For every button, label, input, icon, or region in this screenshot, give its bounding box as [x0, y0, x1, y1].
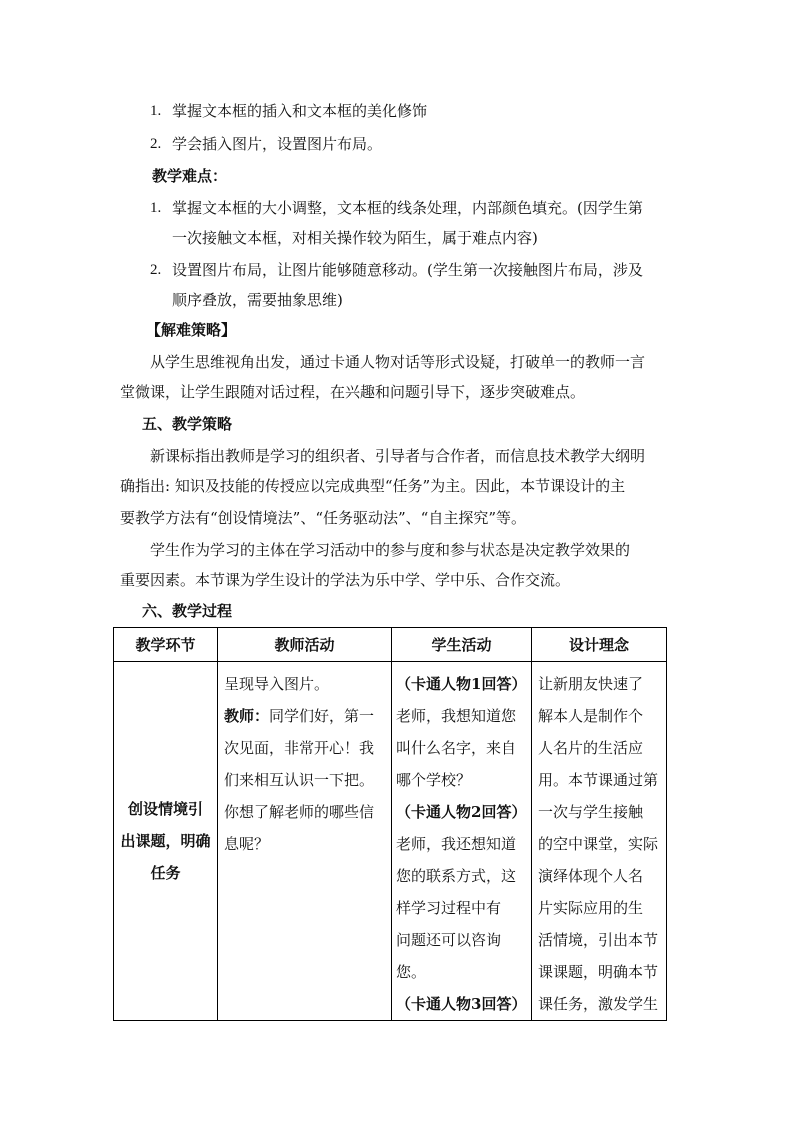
student-line: 样学习过程中有	[396, 899, 502, 917]
student-line: 老师，我想知道您	[396, 707, 517, 725]
concept-line: 课课题，明确本节	[538, 963, 659, 981]
concept-line: 活情境，引出本节	[538, 931, 659, 949]
list-item-text-cont: 一次接触文本框，对相关操作较为陌生，属于难点内容)	[172, 229, 538, 247]
stage-line: 创设情境引	[127, 800, 203, 818]
teaching-process-table	[113, 627, 667, 1021]
header-teacher: 教师活动	[218, 628, 392, 662]
list-item-text: 设置图片布局，让图片能够随意移动。(学生第一次接触图片布局，涉及	[172, 261, 643, 279]
concept-line: 用。本节课通过第	[538, 771, 659, 789]
concept-line: 让新朋友快速了	[538, 675, 644, 693]
teacher-line	[224, 700, 385, 732]
concept-line: 人名片的生活应	[538, 739, 644, 757]
paragraph-line: 从学生思维视角出发，通过卡通人物对话等形式设疑，打破单一的教师一言	[150, 353, 646, 371]
section-title: 五、教学策略	[142, 415, 233, 433]
student-line: （卡通人物2回答）	[396, 803, 527, 821]
teacher-line: 呈现导入图片。	[224, 675, 330, 693]
student-line: 问题还可以咨询	[396, 931, 502, 949]
paragraph-line: 新课标指出教师是学习的组织者、引导者与合作者，而信息技术教学大纲明	[150, 447, 646, 465]
header-stage: 教学环节	[114, 628, 218, 662]
list-number: 2.	[150, 136, 162, 152]
teacher-line: 次见面，非常开心！我	[224, 739, 375, 757]
student-line: 哪个学校？	[396, 771, 472, 789]
paragraph-line: 重要因素。本节课为学生设计的学法为乐中学、学中乐、合作交流。	[120, 571, 571, 589]
teacher-line: 息呢？	[224, 835, 270, 853]
table-header-row	[114, 628, 667, 662]
section-title: 六、教学过程	[142, 602, 233, 620]
paragraph-line: 确指出: 知识及技能的传授应以完成典型“任务”为主。因此，本节课设计的主	[120, 477, 626, 495]
list-item-text: 掌握文本框的插入和文本框的美化修饰	[172, 102, 428, 120]
concept-line: 课任务，激发学生	[538, 995, 659, 1013]
paragraph-line: 学生作为学习的主体在学习活动中的参与度和参与状态是决定教学效果的	[150, 541, 631, 559]
list-item-text: 掌握文本框的大小调整，文本框的线条处理，内部颜色填充。(因学生第	[172, 199, 643, 217]
teacher-line-rest: 同学们好，第一	[269, 707, 375, 725]
concept-line: 演绎体现个人名	[538, 867, 644, 885]
list-number: 1.	[150, 103, 162, 119]
student-line: 老师，我还想知道	[396, 835, 517, 853]
list-item-text-cont: 顺序叠放，需要抽象思维)	[172, 291, 343, 309]
header-student: 学生活动	[392, 628, 532, 662]
student-line: 叫什么名字，来自	[396, 739, 517, 757]
student-line: （卡通人物3回答）	[396, 995, 527, 1013]
concept-line: 的空中课堂，实际	[538, 835, 659, 853]
list-item-text: 学会插入图片，设置图片布局。	[172, 135, 383, 153]
stage-line: 出课题，明确	[120, 832, 211, 850]
concept-line: 片实际应用的生	[538, 899, 644, 917]
student-line: 您。	[396, 963, 427, 981]
teacher-line: 们来相互认识一下把。	[224, 771, 375, 789]
concept-line: 一次与学生接触	[538, 803, 644, 821]
student-line: 您的联系方式，这	[396, 867, 517, 885]
paragraph-line: 要教学方法有“创设情境法”、“任务驱动法”、“自主探究”等。	[120, 509, 527, 527]
concept-line: 解本人是制作个	[538, 707, 644, 725]
teacher-cell	[218, 662, 392, 1021]
teacher-line: 你想了解老师的哪些信	[224, 803, 375, 821]
table-row	[114, 662, 667, 1021]
concept-cell	[532, 662, 667, 1021]
student-cell	[392, 662, 532, 1021]
list-number: 2.	[150, 262, 162, 278]
student-line: （卡通人物1回答）	[396, 675, 527, 693]
teacher-label: 教师：	[224, 707, 270, 725]
list-number: 1.	[150, 200, 162, 216]
header-concept: 设计理念	[532, 628, 667, 662]
stage-line: 任务	[150, 864, 181, 882]
strategy-heading: 【解难策略】	[146, 321, 237, 339]
paragraph-line: 堂微课，让学生跟随对话过程，在兴趣和问题引导下，逐步突破难点。	[120, 383, 586, 401]
difficulty-heading: 教学难点：	[152, 167, 228, 185]
stage-cell	[114, 662, 218, 1021]
